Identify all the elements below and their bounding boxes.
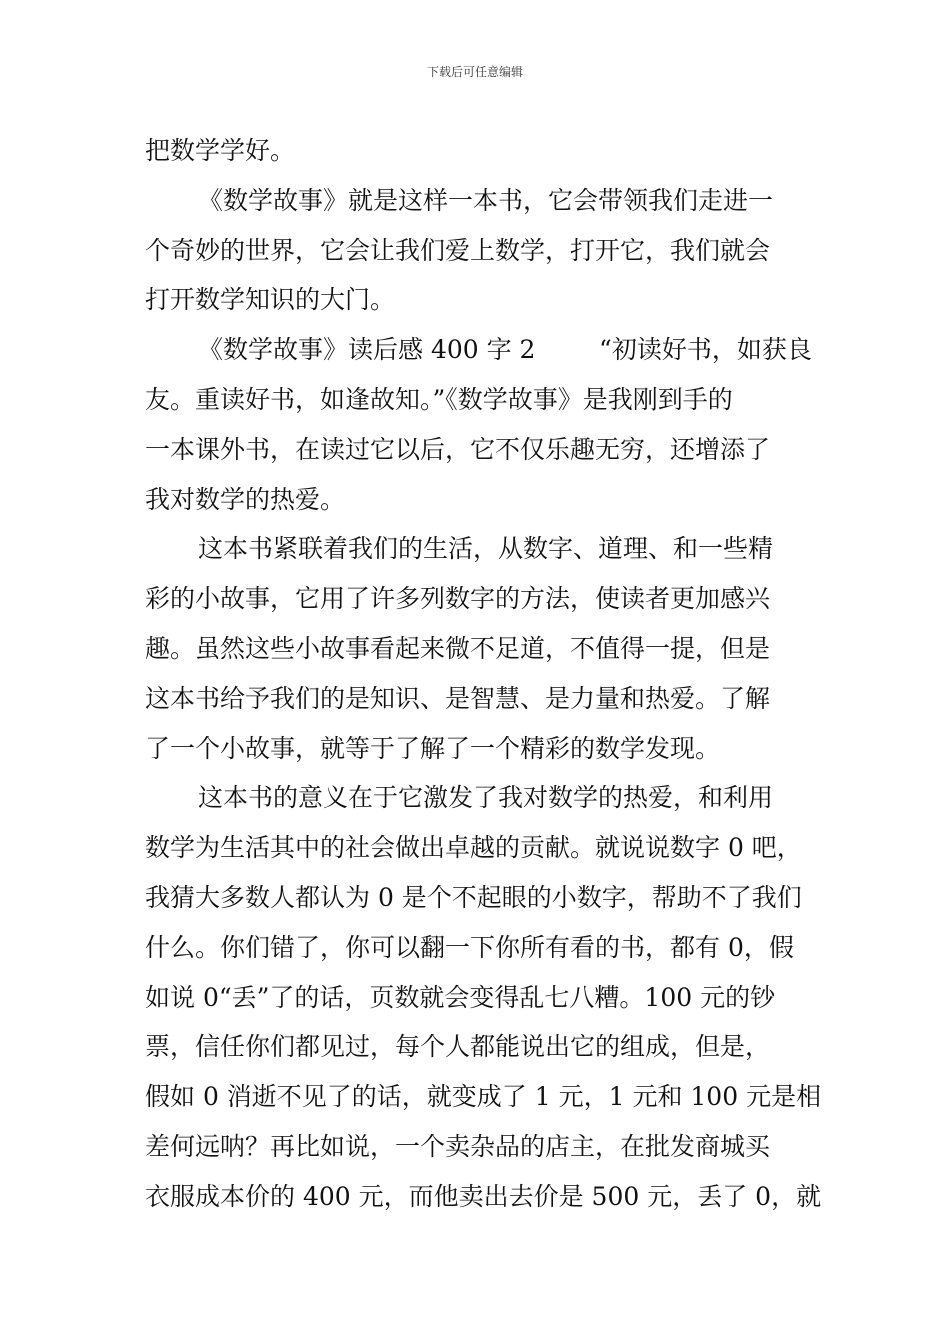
text-line: 差何远呐？再比如说，一个卖杂品的店主，在批发商城买 [145, 1131, 771, 1161]
text-line: 把数学学好。 [145, 136, 296, 165]
text-line: 一本课外书，在读过它以后，它不仅乐趣无穷，还增添了 [145, 434, 771, 464]
text-line: 数学为生活其中的社会做出卓越的贡献。就说说数字 0 吧， [145, 833, 802, 863]
text-line: 票，信任你们都见过，每个人都能说出它的组成，但是， [145, 1032, 771, 1062]
text-line: 假如 0 消逝不见了的话，就变成了 1 元，1 元和 100 元是相 [145, 1082, 822, 1112]
document-body [145, 126, 822, 1222]
text-line: 个奇妙的世界，它会让我们爱上数学，打开它，我们就会 [145, 235, 771, 265]
text-line: 这本书给予我们的是知识、是智慧、是力量和热爱。了解 [145, 683, 771, 713]
text-line: 友。重读好书，如逢故知。”《数学故事》是我刚到手的 [145, 384, 733, 414]
text-line: 我猜大多数人都认为 0 是个不起眼的小数字，帮助不了我们 [145, 882, 802, 912]
text-line: 这本书紧联着我们的生活，从数字、道理、和一些精 [198, 534, 774, 564]
text-line: 这本书的意义在于它激发了我对数学的热爱，和利用 [198, 783, 774, 813]
text-line: 什么。你们错了，你可以翻一下你所有看的书，都有 0，假 [145, 932, 794, 962]
text-line: 彩的小故事，它用了许多列数字的方法，使读者更加感兴 [145, 584, 771, 614]
text-line: 了一个小故事，就等于了解了一个精彩的数学发现。 [145, 733, 721, 763]
text-line: 我对数学的热爱。 [145, 484, 346, 514]
text-line: 趣。虽然这些小故事看起来微不足道，不值得一提，但是 [145, 633, 771, 663]
text-line: 《数学故事》就是这样一本书，它会带领我们走进一 [198, 185, 774, 215]
text-line: 《数学故事》读后感 400 字 2 “初读好书，如获良 [198, 335, 812, 365]
text-line: 衣服成本价的 400 元，而他卖出去价是 500 元，丢了 0，就 [145, 1181, 822, 1211]
text-line: 如说 0“丢”了的话，页数就会变得乱七八糟。100 元的钞 [145, 982, 776, 1012]
page-header: 下载后可任意编辑 [426, 65, 523, 79]
text-line: 打开数学知识的大门。 [145, 285, 396, 315]
